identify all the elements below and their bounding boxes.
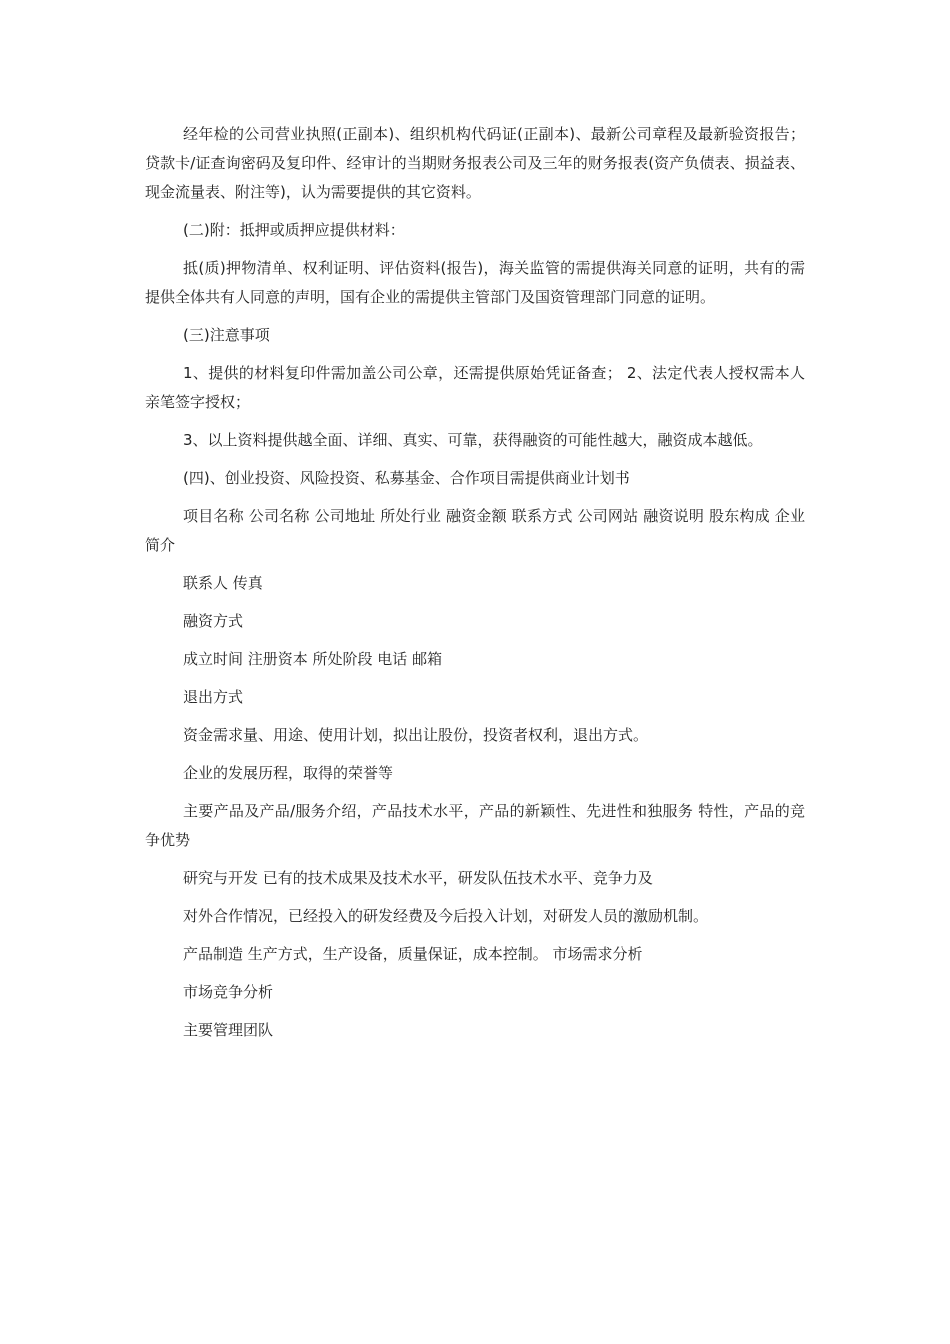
paragraph-required-documents: 经年检的公司营业执照(正副本)、组织机构代码证(正副本)、最新公司章程及最新验资报告； 贷款卡/证查询密码及复印件、经审计的当期财务报表公司及三年的财务报表(资产负债表、损益表、现金流量表、附注等)，认为需要提供的其它资料。 xyxy=(145,125,805,201)
paragraph-company-basics: 成立时间 注册资本 所处阶段 电话 邮箱 xyxy=(183,650,443,668)
paragraph-cooperation: 对外合作情况，已经投入的研发经费及今后投入计划，对研发人员的激励机制。 xyxy=(183,907,709,925)
paragraph-research: 研究与开发 已有的技术成果及技术水平，研发队伍技术水平、竞争力及 xyxy=(183,869,653,887)
paragraph-financing-method: 融资方式 xyxy=(183,612,244,630)
paragraph-market-competition: 市场竞争分析 xyxy=(183,983,274,1001)
paragraph-capital-needs: 资金需求量、用途、使用计划，拟出让股份，投资者权利，退出方式。 xyxy=(183,726,649,744)
document-body xyxy=(145,120,805,1054)
heading-business-plan: (四)、创业投资、风险投资、私募基金、合作项目需提供商业计划书 xyxy=(183,469,630,487)
paragraph-project-fields: 项目名称 公司名称 公司地址 所处行业 融资金额 联系方式 公司网站 融资说明 股东构成 企业简介 xyxy=(145,507,805,554)
heading-collateral-materials: (二)附：抵押或质押应提供材料： xyxy=(183,221,405,239)
paragraph-company-history: 企业的发展历程，取得的荣誉等 xyxy=(183,764,394,782)
paragraph-collateral-materials: 抵(质)押物清单、权利证明、评估资料(报告)，海关监管的需提供海关同意的证明，共有的需提供全体共有人同意的声明，国有企业的需提供主管部门及国资管理部门同意的证明。 xyxy=(145,259,805,306)
paragraph-manufacturing: 产品制造 生产方式，生产设备，质量保证，成本控制。 市场需求分析 xyxy=(183,945,643,963)
heading-notes: (三)注意事项 xyxy=(183,326,270,344)
paragraph-products: 主要产品及产品/服务介绍，产品技术水平，产品的新颖性、先进性和独服务 特性，产品的竞争优势 xyxy=(145,802,805,849)
paragraph-contact-fax: 联系人 传真 xyxy=(183,574,263,592)
paragraph-exit-method: 退出方式 xyxy=(183,688,244,706)
paragraph-note-1-2: 1、提供的材料复印件需加盖公司公章，还需提供原始凭证备查； 2、法定代表人授权需本人亲笔签字授权； xyxy=(145,364,805,411)
paragraph-management-team: 主要管理团队 xyxy=(183,1021,274,1039)
paragraph-note-3: 3、以上资料提供越全面、详细、真实、可靠，获得融资的可能性越大，融资成本越低。 xyxy=(183,431,763,449)
